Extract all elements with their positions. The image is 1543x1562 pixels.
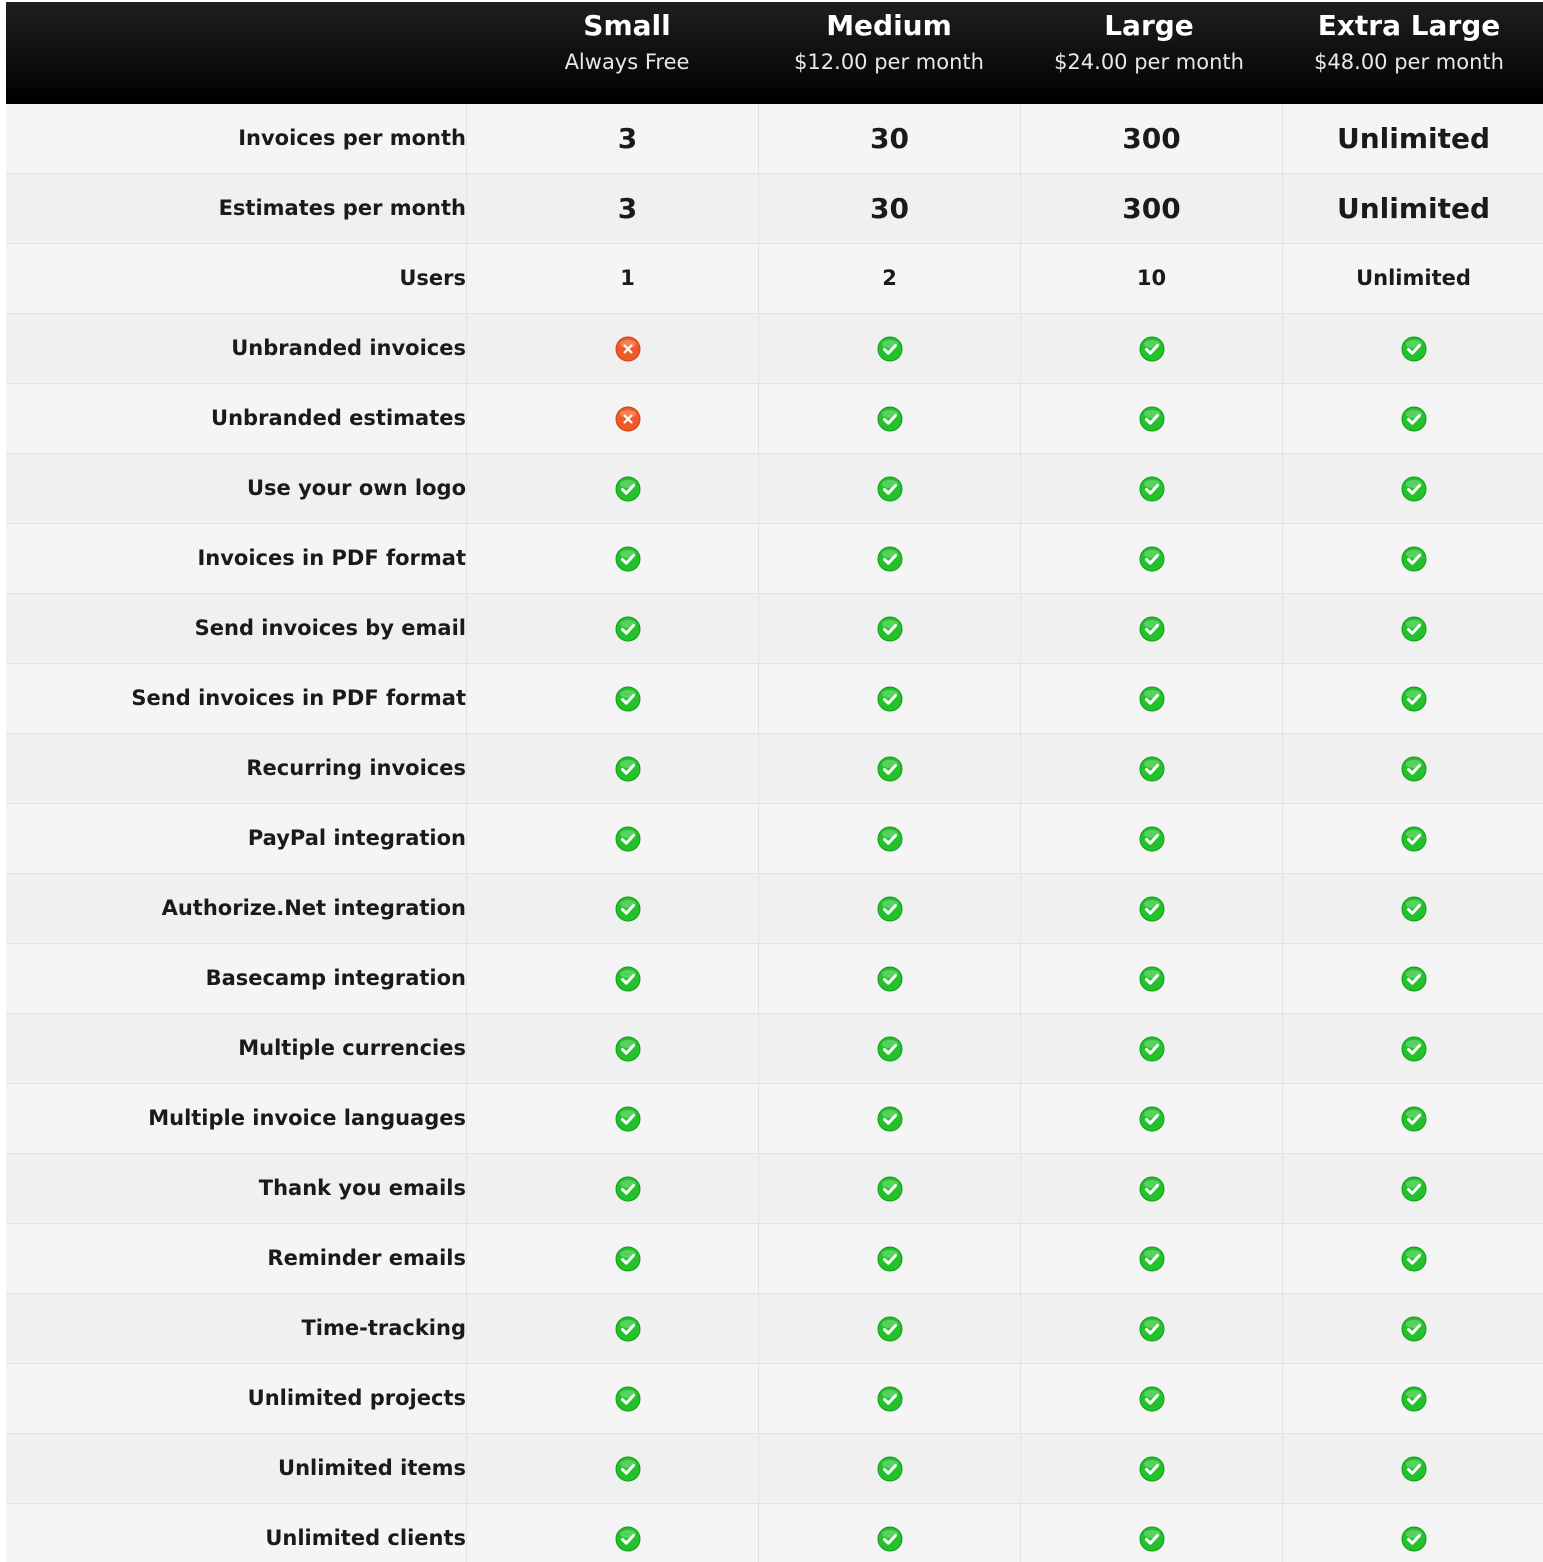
check-icon	[1139, 1106, 1165, 1132]
check-icon	[1401, 616, 1427, 642]
feature-value	[1021, 314, 1283, 383]
feature-value	[1283, 1014, 1543, 1083]
feature-value	[497, 944, 759, 1013]
feature-value: 10	[1021, 244, 1283, 313]
feature-value	[497, 594, 759, 663]
feature-value: 3	[497, 174, 759, 243]
feature-label: PayPal integration	[6, 804, 467, 873]
feature-value	[1021, 1294, 1283, 1363]
table-row	[6, 454, 1543, 524]
feature-value	[1283, 524, 1543, 593]
feature-value	[1283, 314, 1543, 383]
feature-value	[1283, 1504, 1543, 1562]
feature-value	[497, 734, 759, 803]
table-row	[6, 1294, 1543, 1364]
check-icon	[1139, 1176, 1165, 1202]
feature-label: Multiple invoice languages	[6, 1084, 467, 1153]
check-icon	[615, 546, 641, 572]
feature-label: Basecamp integration	[6, 944, 467, 1013]
feature-value	[1283, 1224, 1543, 1293]
feature-label: Unlimited projects	[6, 1364, 467, 1433]
check-icon	[877, 1246, 903, 1272]
feature-value	[497, 1504, 759, 1562]
check-icon	[615, 966, 641, 992]
feature-value	[1021, 594, 1283, 663]
check-icon	[877, 476, 903, 502]
pricing-comparison	[6, 0, 1543, 1562]
feature-value	[759, 454, 1021, 523]
feature-value	[759, 874, 1021, 943]
table-row	[6, 1154, 1543, 1224]
feature-value	[759, 1084, 1021, 1153]
check-icon	[615, 476, 641, 502]
table-row	[6, 664, 1543, 734]
feature-label: Authorize.Net integration	[6, 874, 467, 943]
table-row	[6, 1014, 1543, 1084]
feature-value: Unlimited	[1356, 266, 1471, 290]
check-icon	[877, 1526, 903, 1552]
feature-value	[1021, 454, 1283, 523]
feature-value	[759, 384, 1021, 453]
feature-label: Unlimited items	[6, 1434, 467, 1503]
check-icon	[1401, 1526, 1427, 1552]
check-icon	[1401, 756, 1427, 782]
feature-value	[759, 664, 1021, 733]
check-icon	[615, 1176, 641, 1202]
check-icon	[877, 1386, 903, 1412]
plan-header-small	[496, 2, 758, 104]
check-icon	[615, 686, 641, 712]
check-icon	[1139, 616, 1165, 642]
feature-value: 30	[759, 104, 1021, 173]
feature-label: Thank you emails	[6, 1154, 467, 1223]
feature-value	[1283, 594, 1543, 663]
feature-value	[1283, 944, 1543, 1013]
check-icon	[1139, 476, 1165, 502]
check-icon	[877, 896, 903, 922]
feature-value	[1283, 734, 1543, 803]
check-icon	[877, 546, 903, 572]
table-row	[6, 524, 1543, 594]
feature-value: 30	[759, 174, 1021, 243]
feature-value	[497, 454, 759, 523]
check-icon	[1401, 546, 1427, 572]
table-row	[6, 594, 1543, 664]
check-icon	[1139, 896, 1165, 922]
feature-label: Estimates per month	[6, 174, 467, 243]
cross-icon	[615, 336, 641, 362]
plan-name: Large	[1104, 9, 1194, 42]
check-icon	[615, 1386, 641, 1412]
check-icon	[1401, 896, 1427, 922]
check-icon	[1401, 476, 1427, 502]
table-row	[6, 1084, 1543, 1154]
feature-value	[497, 804, 759, 873]
feature-value	[759, 1434, 1021, 1503]
plan-header-large	[1018, 2, 1280, 104]
check-icon	[1401, 1106, 1427, 1132]
check-icon	[1139, 1316, 1165, 1342]
plan-header-extra-large	[1278, 2, 1540, 104]
plan-price: Always Free	[564, 50, 690, 74]
table-row	[6, 384, 1543, 454]
feature-value	[1283, 454, 1543, 523]
table-row	[6, 944, 1543, 1014]
feature-value	[497, 1014, 759, 1083]
check-icon	[877, 1316, 903, 1342]
feature-value	[1021, 1434, 1283, 1503]
check-icon	[1139, 966, 1165, 992]
feature-value: 2	[759, 244, 1021, 313]
feature-value	[1021, 524, 1283, 593]
check-icon	[615, 1526, 641, 1552]
check-icon	[877, 1036, 903, 1062]
check-icon	[1401, 1316, 1427, 1342]
check-icon	[877, 686, 903, 712]
check-icon	[1401, 1386, 1427, 1412]
feature-value: 300	[1021, 104, 1283, 173]
feature-value	[1021, 874, 1283, 943]
check-icon	[1139, 826, 1165, 852]
feature-value	[1283, 1154, 1543, 1223]
plan-name: Small	[583, 9, 671, 42]
check-icon	[1401, 1176, 1427, 1202]
feature-value	[759, 1224, 1021, 1293]
cross-icon	[615, 406, 641, 432]
feature-label: Send invoices by email	[6, 594, 467, 663]
feature-value	[1283, 1294, 1543, 1363]
feature-label: Invoices per month	[6, 104, 467, 173]
feature-value	[1021, 1224, 1283, 1293]
feature-value	[1021, 804, 1283, 873]
feature-value	[497, 664, 759, 733]
feature-value	[497, 314, 759, 383]
check-icon	[615, 1316, 641, 1342]
feature-label: Unbranded invoices	[6, 314, 467, 383]
check-icon	[877, 1106, 903, 1132]
check-icon	[1139, 336, 1165, 362]
table-row	[6, 1434, 1543, 1504]
feature-label: Recurring invoices	[6, 734, 467, 803]
feature-value	[759, 524, 1021, 593]
feature-value	[497, 1084, 759, 1153]
feature-label: Unbranded estimates	[6, 384, 467, 453]
feature-value	[497, 384, 759, 453]
feature-value	[497, 874, 759, 943]
feature-label: Reminder emails	[6, 1224, 467, 1293]
feature-value	[759, 1504, 1021, 1562]
plans-header	[6, 2, 1543, 104]
feature-value	[1021, 664, 1283, 733]
feature-value	[1283, 804, 1543, 873]
feature-value: 300	[1021, 174, 1283, 243]
plan-price: $12.00 per month	[794, 50, 984, 74]
table-row	[6, 1504, 1543, 1562]
feature-value	[759, 1014, 1021, 1083]
table-row	[6, 734, 1543, 804]
check-icon	[1139, 1246, 1165, 1272]
feature-label: Invoices in PDF format	[6, 524, 467, 593]
check-icon	[1139, 1036, 1165, 1062]
check-icon	[1401, 966, 1427, 992]
check-icon	[1139, 1456, 1165, 1482]
check-icon	[1139, 686, 1165, 712]
check-icon	[877, 756, 903, 782]
feature-value	[1021, 1084, 1283, 1153]
feature-value: Unlimited	[1336, 192, 1491, 225]
feature-label: Send invoices in PDF format	[6, 664, 467, 733]
check-icon	[877, 1176, 903, 1202]
check-icon	[615, 1246, 641, 1272]
feature-value	[759, 1294, 1021, 1363]
check-icon	[1139, 546, 1165, 572]
plan-name: Medium	[826, 9, 952, 42]
check-icon	[1401, 1036, 1427, 1062]
check-icon	[1401, 336, 1427, 362]
table-row	[6, 314, 1543, 384]
feature-value	[497, 524, 759, 593]
feature-value	[759, 804, 1021, 873]
check-icon	[877, 966, 903, 992]
feature-value	[1021, 384, 1283, 453]
plan-price: $48.00 per month	[1314, 50, 1504, 74]
plan-name: Extra Large	[1317, 9, 1501, 42]
check-icon	[615, 616, 641, 642]
feature-value: Unlimited	[1336, 122, 1491, 155]
feature-value	[1021, 1504, 1283, 1562]
feature-label: Users	[6, 244, 467, 313]
feature-value	[759, 314, 1021, 383]
table-row	[6, 1364, 1543, 1434]
feature-value	[1021, 734, 1283, 803]
check-icon	[1401, 686, 1427, 712]
check-icon	[877, 826, 903, 852]
plan-header-medium	[758, 2, 1020, 104]
table-row	[6, 174, 1543, 244]
feature-value	[497, 1434, 759, 1503]
feature-value	[1283, 1364, 1543, 1433]
feature-value	[1021, 1154, 1283, 1223]
feature-value	[759, 944, 1021, 1013]
check-icon	[1139, 1386, 1165, 1412]
feature-value	[1021, 944, 1283, 1013]
check-icon	[1401, 406, 1427, 432]
check-icon	[1139, 406, 1165, 432]
table-row	[6, 874, 1543, 944]
feature-label: Use your own logo	[6, 454, 467, 523]
feature-value	[759, 1154, 1021, 1223]
feature-value	[497, 1154, 759, 1223]
feature-value: 1	[497, 244, 759, 313]
feature-value	[1283, 664, 1543, 733]
check-icon	[877, 336, 903, 362]
check-icon	[1401, 826, 1427, 852]
check-icon	[1401, 1246, 1427, 1272]
check-icon	[615, 1106, 641, 1132]
feature-value	[497, 1224, 759, 1293]
feature-value	[759, 1364, 1021, 1433]
feature-label: Multiple currencies	[6, 1014, 467, 1083]
table-row	[6, 804, 1543, 874]
feature-value	[1021, 1364, 1283, 1433]
check-icon	[615, 756, 641, 782]
check-icon	[615, 896, 641, 922]
feature-value	[497, 1294, 759, 1363]
feature-table	[6, 104, 1543, 1562]
feature-value	[759, 594, 1021, 663]
check-icon	[877, 406, 903, 432]
check-icon	[877, 616, 903, 642]
table-row	[6, 244, 1543, 314]
check-icon	[615, 1036, 641, 1062]
check-icon	[1139, 1526, 1165, 1552]
check-icon	[615, 1456, 641, 1482]
feature-value	[1283, 1434, 1543, 1503]
feature-value: 3	[497, 104, 759, 173]
check-icon	[1139, 756, 1165, 782]
feature-value	[1283, 1084, 1543, 1153]
plan-price: $24.00 per month	[1054, 50, 1244, 74]
table-row	[6, 1224, 1543, 1294]
feature-value	[1283, 874, 1543, 943]
table-row	[6, 104, 1543, 174]
feature-value	[759, 734, 1021, 803]
check-icon	[615, 826, 641, 852]
feature-value	[497, 1364, 759, 1433]
feature-label: Unlimited clients	[6, 1504, 467, 1562]
feature-value	[1283, 384, 1543, 453]
feature-label: Time-tracking	[6, 1294, 467, 1363]
check-icon	[1401, 1456, 1427, 1482]
feature-value	[1021, 1014, 1283, 1083]
check-icon	[877, 1456, 903, 1482]
